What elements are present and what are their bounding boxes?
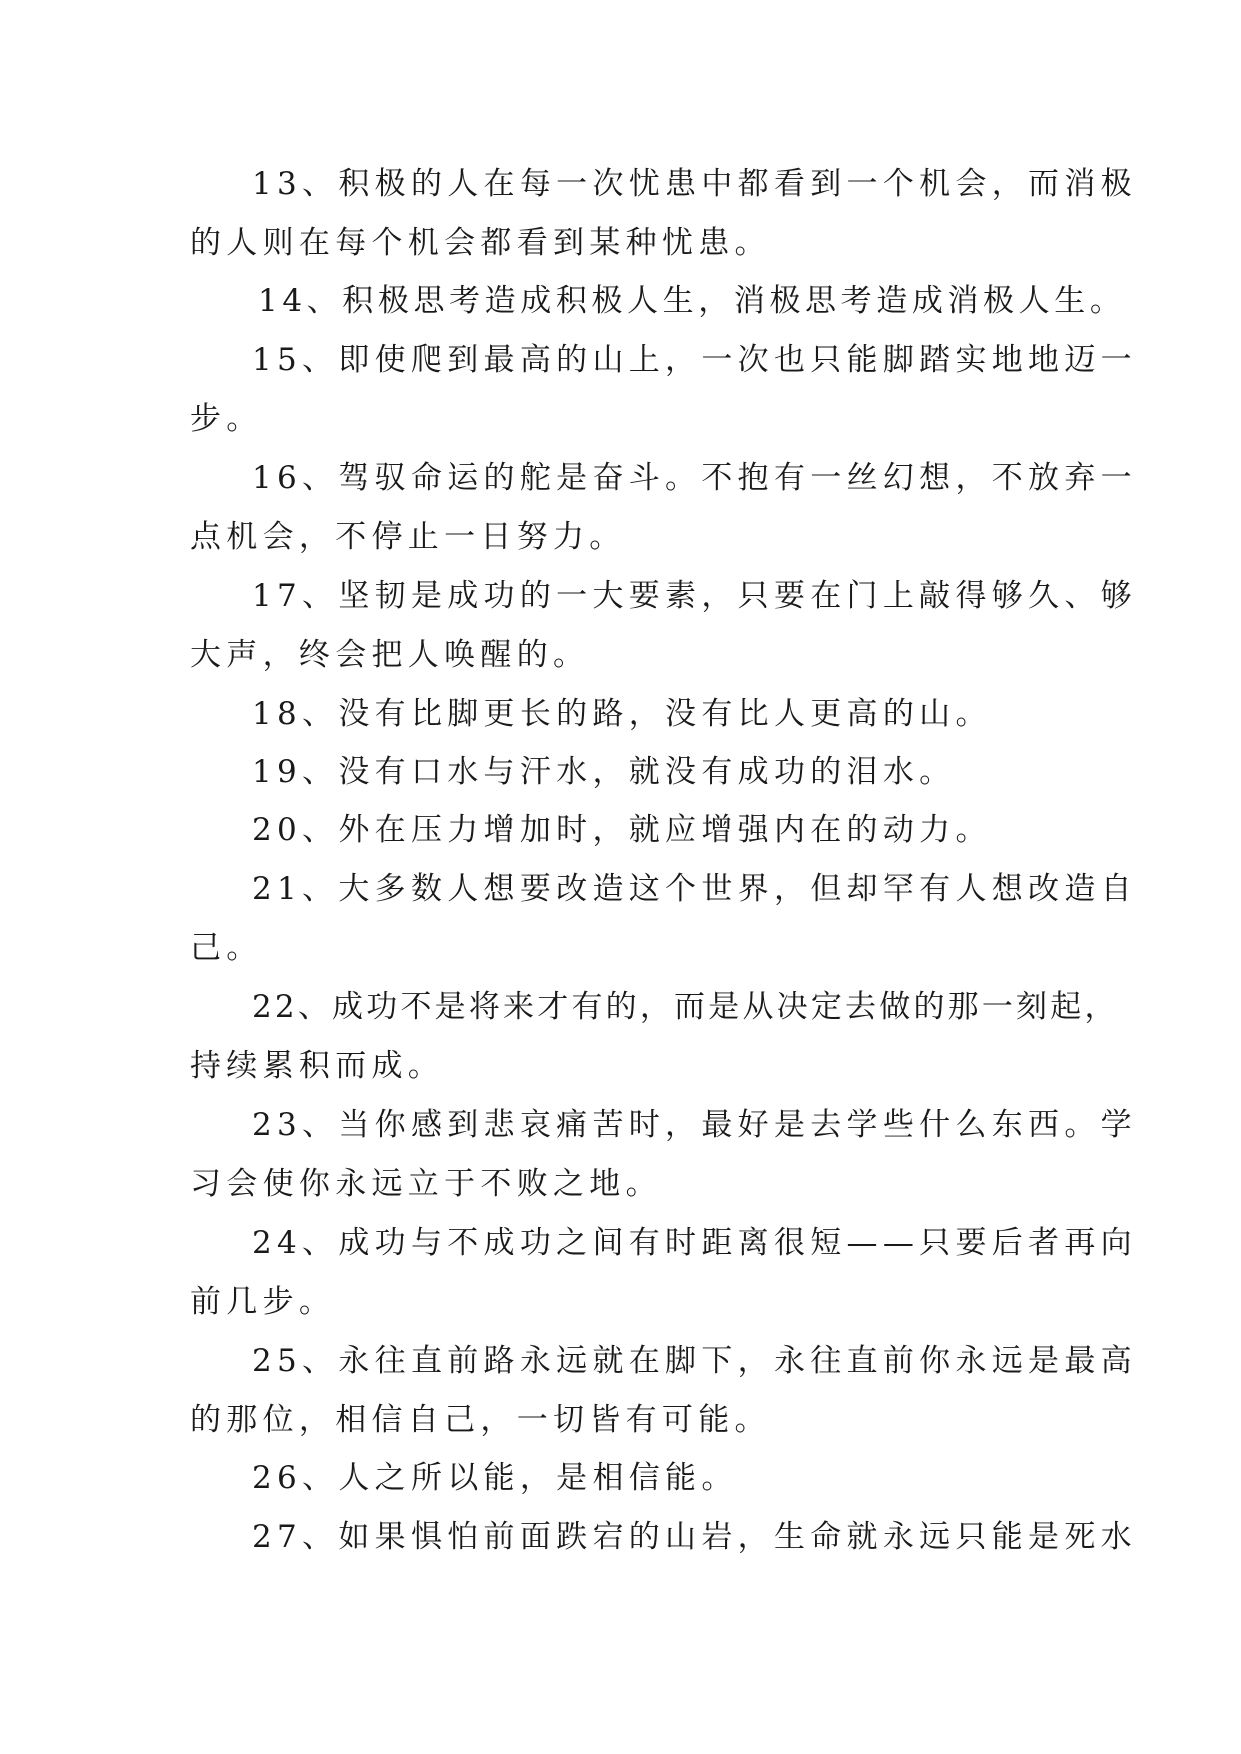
quote-17-line-1: 17、坚韧是成功的一大要素，只要在门上敲得够久、够 xyxy=(252,578,1137,614)
quote-25-line-1: 25、永往直前路永远就在脚下，永往直前你永远是最高 xyxy=(252,1343,1137,1379)
quote-13-line-1: 13、积极的人在每一次忧患中都看到一个机会，而消极 xyxy=(252,166,1137,202)
quote-18-line-1: 18、没有比脚更长的路，没有比人更高的山。 xyxy=(252,696,992,732)
quote-15-line-1: 15、即使爬到最高的山上，一次也只能脚踏实地地迈一 xyxy=(252,342,1137,378)
quote-23-line-1: 23、当你感到悲哀痛苦时，最好是去学些什么东西。学 xyxy=(252,1107,1137,1143)
quote-20-line-1: 20、外在压力增加时，就应增强内在的动力。 xyxy=(252,812,992,848)
quote-26-line-1: 26、人之所以能，是相信能。 xyxy=(252,1460,738,1496)
quote-13-line-2: 的人则在每个机会都看到某种忧患。 xyxy=(190,225,771,261)
quote-24-line-2: 前几步。 xyxy=(190,1284,336,1320)
quote-27-line-1: 27、如果惧怕前面跌宕的山岩，生命就永远只能是死水 xyxy=(252,1519,1137,1555)
quote-21-line-1: 21、大多数人想要改造这个世界，但却罕有人想改造自 xyxy=(252,871,1137,907)
quote-14-line-1: 14、积极思考造成积极人生，消极思考造成消极人生。 xyxy=(258,283,1126,319)
quote-22-line-2: 持续累积而成。 xyxy=(190,1048,445,1084)
quote-16-line-2: 点机会，不停止一日努力。 xyxy=(190,519,626,555)
quote-22-line-1: 22、成功不是将来才有的，而是从决定去做的那一刻起， xyxy=(252,989,1119,1025)
quote-17-line-2: 大声，终会把人唤醒的。 xyxy=(190,637,590,673)
quote-21-line-2: 己。 xyxy=(190,930,263,966)
quote-16-line-1: 16、驾驭命运的舵是奋斗。不抱有一丝幻想，不放弃一 xyxy=(252,460,1137,496)
quote-25-line-2: 的那位，相信自己，一切皆有可能。 xyxy=(190,1402,771,1438)
quote-15-line-2: 步。 xyxy=(190,401,263,437)
quote-23-line-2: 习会使你永远立于不败之地。 xyxy=(190,1166,662,1202)
quote-24-line-1: 24、成功与不成功之间有时距离很短——只要后者再向 xyxy=(252,1225,1137,1261)
quote-19-line-1: 19、没有口水与汗水，就没有成功的泪水。 xyxy=(252,754,956,790)
